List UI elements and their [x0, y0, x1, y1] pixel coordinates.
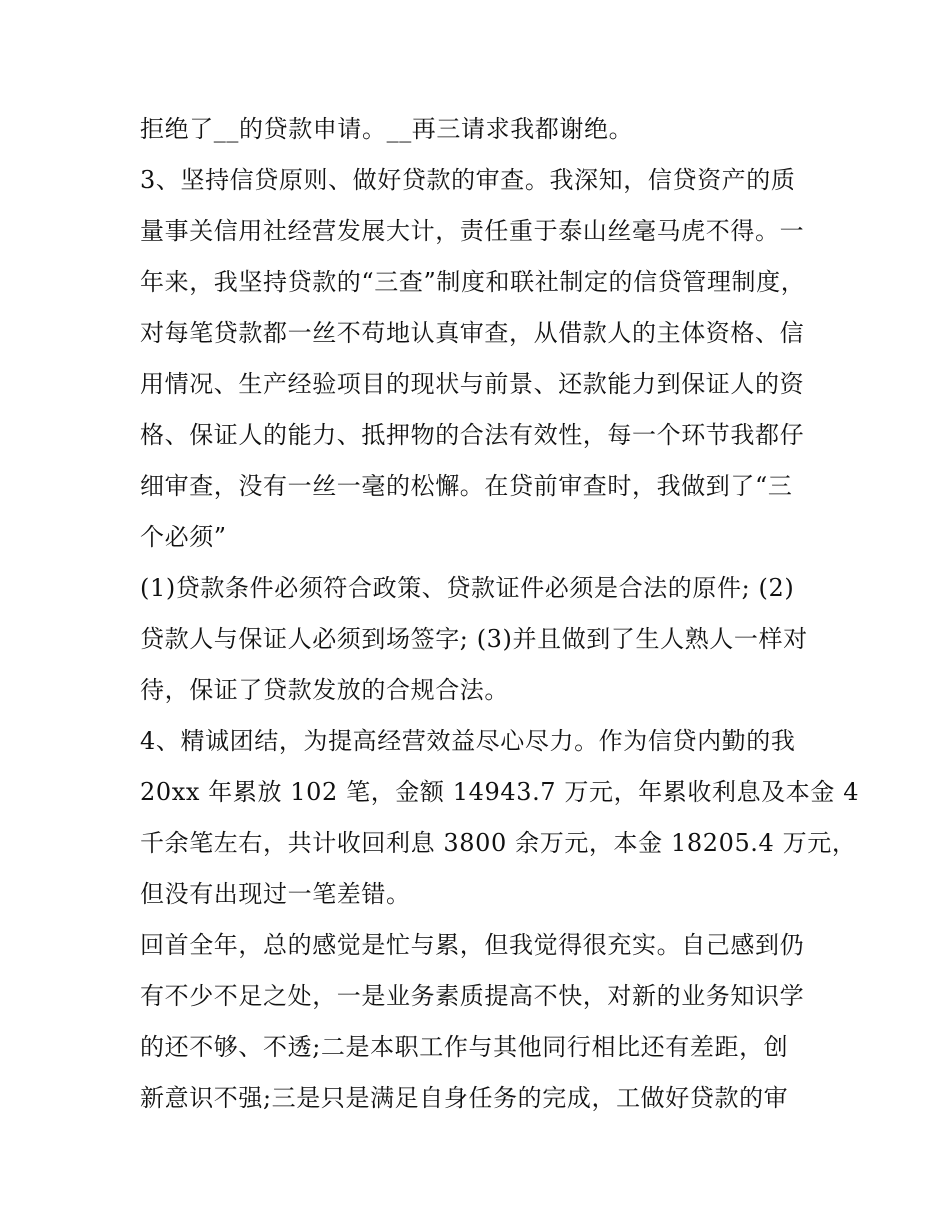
- text-line: 用情况、生产经验项目的现状与前景、还款能力到保证人的资: [140, 370, 805, 398]
- document-body: [140, 104, 860, 1124]
- text-line: 千余笔左右，共计收回利息 3800 余万元，本金 18205.4 万元，: [140, 829, 857, 857]
- text-line: 回首全年，总的感觉是忙与累，但我觉得很充实。自己感到仍: [140, 931, 805, 959]
- text-line: 但没有出现过一笔差错。: [140, 880, 411, 908]
- text-line: 3、坚持信贷原则、做好贷款的审查。我深知，信贷资产的质: [140, 166, 796, 194]
- text-line: 格、保证人的能力、抵押物的合法有效性，每一个环节我都仔: [140, 421, 805, 449]
- text-line: 待，保证了贷款发放的合规合法。: [140, 676, 509, 704]
- text-line: (1)贷款条件必须符合政策、贷款证件必须是合法的原件; (2): [140, 574, 795, 602]
- text-line: 量事关信用社经营发展大计，责任重于泰山丝毫马虎不得。一: [140, 217, 805, 245]
- text-line: 有不少不足之处，一是业务素质提高不快，对新的业务知识学: [140, 982, 805, 1010]
- text-line: 4、精诚团结，为提高经营效益尽心尽力。作为信贷内勤的我: [140, 727, 796, 755]
- text-line: 新意识不强;三是只是满足自身任务的完成，工做好贷款的审: [140, 1084, 789, 1112]
- text-line: 的还不够、不透;二是本职工作与其他同行相比还有差距，创: [140, 1033, 789, 1061]
- text-line: 细审查，没有一丝一毫的松懈。在贷前审查时，我做到了“三: [140, 472, 793, 500]
- text-line: 个必须”: [140, 523, 227, 551]
- text-line: 对每笔贷款都一丝不苟地认真审查，从借款人的主体资格、信: [140, 319, 805, 347]
- text-line: 20xx 年累放 102 笔，金额 14943.7 万元，年累收利息及本金 4: [140, 778, 860, 806]
- text-line: 拒绝了__的贷款申请。__再三请求我都谢绝。: [140, 115, 634, 143]
- text-line: 年来，我坚持贷款的“三查”制度和联社制定的信贷管理制度，: [140, 268, 806, 296]
- text-line: 贷款人与保证人必须到场签字; (3)并且做到了生人熟人一样对: [140, 625, 808, 653]
